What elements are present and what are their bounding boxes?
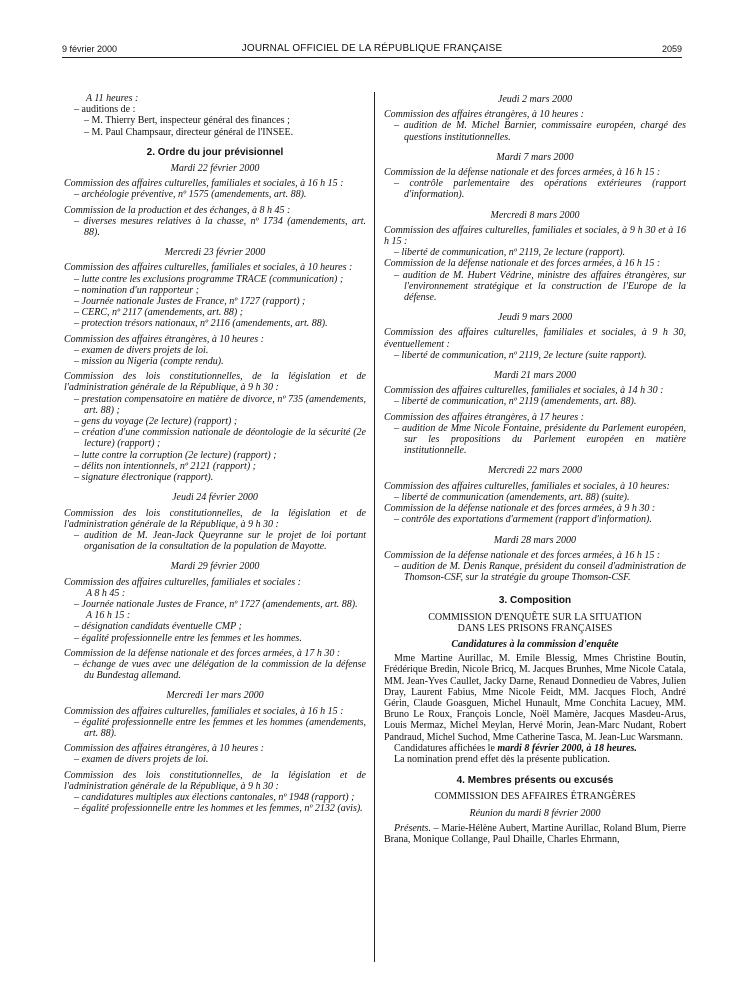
date-heading: Mardi 29 février 2000 [170,561,260,573]
agenda-item: – contrôle des exportations d'armement (rapport d'information). [394,514,652,526]
agenda-item: – mission au Nigeria (compte rendu). [74,356,224,368]
commission-line: Commission des affaires étrangères, à 10 heures : [384,109,584,121]
agenda-item: – désignation candidats éventuelle CMP ; [74,621,242,633]
date-heading: Mercredi 22 mars 2000 [488,465,582,477]
agenda-item: – nomination d'un rapporteur ; [74,284,199,296]
subsection-heading: Candidatures à la commission d'enquête [451,638,619,650]
date-heading: Mercredi 1er mars 2000 [166,690,264,702]
date-heading: Mardi 7 mars 2000 [496,151,574,163]
date-heading: Jeudi 24 février 2000 [172,492,258,504]
date-heading: Mardi 28 mars 2000 [493,534,577,546]
agenda-item: – examen de divers projets de loi. [74,754,209,766]
agenda-item: – auditions de : [74,104,136,116]
commission-name: COMMISSION DES AFFAIRES ÉTRANGÈRES [434,791,636,803]
agenda-item: – liberté de communication, nº 2119 (amendements, art. 88). [394,396,637,408]
commission-line: Commission de la défense nationale et des forces armées, à 17 h 30 : [64,647,341,659]
agenda-item: – liberté de communication (amendements, art. 88) (suite). [394,491,630,503]
section-heading: 4. Membres présents ou excusés [456,775,614,787]
agenda-item: – délits non intentionnels, nº 2121 (rapport) ; [74,460,256,472]
commission-line: Commission des affaires étrangères, à 17 heures : [384,411,584,423]
candidates-list: Mme Martine Aurillac, M. Emile Blessig, Mmes Christine Boutin, Frédérique Bredin, Nicole Bricq, M. Jacques Brunhes, Mme Nicole Catala, MM. Jean-Yves Caullet, Jacky Darne, Renaud Donnedieu de Vabres, Julien Dray, Laurent Fabius, Mme Nicole Feidt, MM. Jacques Floch, André Gérin, Claude Goasguen, Michel Hunault, Mme Conchita Lacuey, MM. Bruno Le Roux, François Loncle, Noël Mamère, Jacques Masdeu-Arus, Louis Mermaz, Michel Meylan, Hervé Morin, Jean-Marc Nudant, Robert Pandraud, Michel Suchod, Mme Catherine Tasca, M. Jean-Luc Warsmann. [384,653,686,743]
candidates-posting [384,743,686,754]
commission-name: COMMISSION D'ENQUÊTE SUR LA SITUATION [428,611,642,623]
posting-date: mardi 8 février 2000, à 18 heures. [497,742,637,754]
left-column [64,93,366,814]
date-heading: Jeudi 9 mars 2000 [497,312,573,324]
agenda-item: – liberté de communication, nº 2119, 2e lecture (rapport). [394,247,626,259]
agenda-item: – examen de divers projets de loi. [74,344,209,356]
agenda-item: – signature électronique (rapport). [74,472,214,484]
commission-line: Commission de la défense nationale et des forces armées, à 16 h 15 : [384,258,661,270]
session-time: A 11 heures : [86,93,139,104]
commission-line: Commission des lois constitutionnelles, de la législation et de l'administration générale de la République, à 9 h 30 : [64,769,366,792]
agenda-item: – candidatures multiples aux élections cantonales, nº 1948 (rapport) ; [74,791,355,803]
commission-line: Commission des affaires étrangères, à 10 heures : [64,333,264,345]
commission-name: DANS LES PRISONS FRANÇAISES [457,622,613,634]
commission-line: Commission de la production et des échanges, à 8 h 45 : [64,204,291,216]
agenda-item: – M. Thierry Bert, inspecteur général des finances ; [84,115,290,127]
commission-line: Commission des affaires culturelles, familiales et sociales, à 14 h 30 : [384,385,664,397]
agenda-item: – création d'une commission nationale de déontologie de la sécurité (2e lecture) (rapport) ; [74,427,366,450]
agenda-item: – égalité professionnelle entre les femmes et les hommes. [74,632,302,644]
commission-line: Commission des affaires culturelles, familiales et sociales, à 10 heures: [384,480,670,492]
commission-line: Commission des lois constitutionnelles, de la législation et de l'administration générale de la République, à 9 h 30 : [64,371,366,394]
column-divider [374,92,375,962]
agenda-item: – échange de vues avec une délégation de la commission de la défense du Bundestag allemand. [74,658,366,682]
agenda-item: – égalité professionnelle entre les femmes et les hommes (amendements, art. 88). [74,716,366,739]
commission-line: Commission de la défense nationale et des forces armées, à 9 h 30 : [384,503,656,515]
agenda-item: – égalité professionnelle entre les hommes et les femmes, nº 2132 (avis). [74,803,363,815]
header-date: 9 février 2000 [62,44,118,54]
agenda-item: – lutte contre la corruption (2e lecture) (rapport) ; [74,449,277,461]
meeting-date: Réunion du mardi 8 février 2000 [469,807,601,819]
commission-line: Commission des lois constitutionnelles, de la législation et de l'administration générale de la République, à 9 h 30 : [64,507,366,530]
agenda-item: – gens du voyage (2e lecture) (rapport) ; [74,416,238,428]
agenda-item: – contrôle parlementaire des opérations extérieures (rapport d'information). [394,178,686,201]
nomination-note: La nomination prend effet dès la présente publication. [394,753,610,765]
session-time: A 8 h 45 : [86,587,126,599]
agenda-item: – lutte contre les exclusions programme TRACE (communication) ; [74,273,344,285]
right-column [384,93,686,845]
agenda-item: – diverses mesures relatives à la chasse, nº 1734 (amendements, art. 88). [74,215,366,239]
date-heading: Jeudi 2 mars 2000 [497,94,573,105]
section-heading: 3. Composition [498,595,572,607]
agenda-item: – archéologie préventive, nº 1575 (amendements, art. 88). [74,189,307,201]
agenda-item: – audition de M. Hubert Védrine, ministre des affaires étrangères, sur l'environnement stratégique et la construction de l'Europe de la défense. [394,269,686,304]
agenda-item: – M. Paul Champsaur, directeur général de l'INSEE. [84,126,294,138]
posting-text: Candidatures affichées le [394,742,498,754]
commission-line: Commission des affaires culturelles, familiales et sociales, à 9 h 30 et à 16 h 15 : [384,224,686,248]
journal-title: JOURNAL OFFICIEL DE LA RÉPUBLIQUE FRANÇAISE [241,43,503,54]
agenda-item: – audition de M. Denis Ranque, président du conseil d'administration de Thomson-CSF, sur la stratégie du groupe Thomson-CSF. [394,560,686,584]
commission-line: Commission des affaires culturelles, familiales et sociales, à 10 heures : [64,262,353,274]
present-label: Présents. [394,822,431,834]
commission-line: Commission des affaires culturelles, familiales et sociales, à 16 h 15 : [64,178,344,190]
date-heading: Mercredi 8 mars 2000 [490,209,580,221]
date-heading: Mardi 21 mars 2000 [493,370,577,382]
agenda-item: – audition de M. Michel Barnier, commissaire européen, chargé des questions institutionnelles. [394,120,686,143]
section-heading: 2. Ordre du jour prévisionnel [146,146,284,158]
agenda-item: – liberté de communication, nº 2119, 2e lecture (suite rapport). [394,349,647,361]
date-heading: Mercredi 23 février 2000 [164,247,266,259]
agenda-item: – Journée nationale Justes de France, nº 1727 (amendements, art. 88). [74,598,358,610]
present-names: – Marie-Hélène Aubert, Martine Aurillac, Roland Blum, Pierre Brana, Monique Collange, Paul Dhaille, Charles Ehrmann, [384,822,686,845]
commission-line: Commission des affaires étrangères, à 10 heures : [64,743,264,755]
members-present [384,823,686,845]
commission-line: Commission de la défense nationale et des forces armées, à 16 h 15 : [384,549,661,561]
page-header [62,41,682,55]
agenda-item: – Journée nationale Justes de France, nº 1727 (rapport) ; [74,296,306,308]
session-time: A 16 h 15 : [86,610,131,622]
agenda-item: – protection trésors nationaux, nº 2116 (amendements, art. 88). [74,318,328,330]
agenda-item: – audition de M. Jean-Jack Queyranne sur le projet de loi portant organisation de la consultation de la population de Mayotte. [74,529,366,553]
date-heading: Mardi 22 février 2000 [170,163,260,175]
agenda-item: – prestation compensatoire en matière de divorce, nº 735 (amendements, art. 88) ; [74,393,366,416]
commission-line: Commission des affaires culturelles, familiales et sociales, à 9 h 30, éventuellement : [384,327,686,350]
agenda-item: – audition de Mme Nicole Fontaine, présidente du Parlement européen, sur les propositions du Parlement européen en matière institutionnelle. [394,422,686,457]
header-rule [62,57,682,58]
commission-line: Commission de la défense nationale et des forces armées, à 16 h 15 : [384,167,661,179]
commission-line: Commission des affaires culturelles, familiales et sociales : [64,576,302,588]
commission-line: Commission des affaires culturelles, familiales et sociales, à 16 h 15 : [64,705,344,717]
agenda-item: – CERC, nº 2117 (amendements, art. 88) ; [74,307,244,319]
page-number: 2059 [661,44,682,54]
